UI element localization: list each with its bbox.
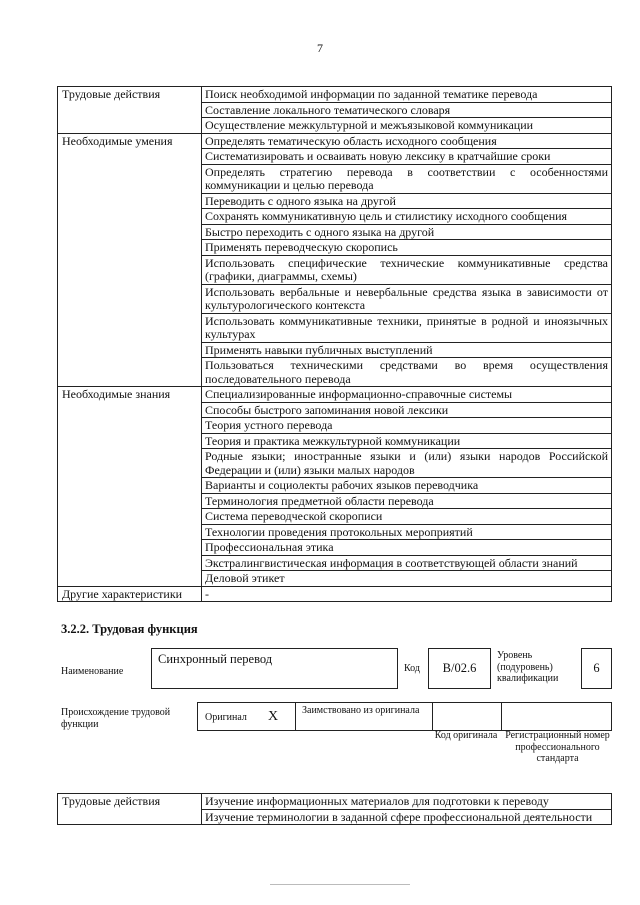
code-value: B/02.6: [442, 661, 477, 675]
table-cell: Переводить с одного языка на другой: [202, 193, 612, 209]
origin-row: [197, 702, 612, 731]
reg-number-label: Регистрационный номер профессионального стандарта: [505, 730, 610, 764]
level-field: [581, 648, 612, 689]
table-cell: Пользоваться техническими средствами во время осуществления последовательного перевода: [202, 358, 612, 387]
table-cell: Профессиональная этика: [202, 540, 612, 556]
origin-label: Происхождение трудовой функции: [61, 707, 171, 730]
original-label: Оригинал: [205, 712, 247, 723]
code-field: [428, 648, 491, 689]
group-label: Другие характеристики: [58, 586, 202, 602]
group-label: Трудовые действия: [58, 794, 202, 825]
table-cell: Экстралингвистическая информация в соответствующей области знаний: [202, 555, 612, 571]
requirements-table: [57, 86, 612, 602]
table-cell: Сохранять коммуникативную цель и стилистику исходного сообщения: [202, 209, 612, 225]
table-row: [58, 586, 612, 602]
borrowed-label: Заимствовано из оригинала: [302, 705, 420, 716]
table-cell: Применять переводческую скоропись: [202, 240, 612, 256]
name-field: [151, 648, 398, 689]
group-label: Трудовые действия: [58, 87, 202, 134]
table-cell: Систематизировать и осваивать новую лексику в кратчайшие сроки: [202, 149, 612, 165]
table-cell: Способы быстрого запоминания новой лексики: [202, 402, 612, 418]
table-cell: Терминология предметной области перевода: [202, 493, 612, 509]
table-cell: -: [202, 586, 612, 602]
original-mark: X: [268, 709, 279, 724]
level-label: Уровень (подуровень) квалификации: [497, 650, 559, 684]
work-actions-table: [57, 793, 612, 825]
table-cell: Составление локального тематического словаря: [202, 102, 612, 118]
table-cell: Технологии проведения протокольных мероприятий: [202, 524, 612, 540]
group-label: Необходимые умения: [58, 133, 202, 387]
table-cell: Изучение информационных материалов для подготовки к переводу: [202, 794, 612, 810]
name-label: Наименование: [61, 666, 124, 677]
table-row: [58, 794, 612, 810]
table-cell: Быстро переходить с одного языка на другой: [202, 224, 612, 240]
table-cell: Определять стратегию перевода в соответствии с особенностями коммуникации и целью перевода: [202, 164, 612, 193]
table-cell: Применять навыки публичных выступлений: [202, 342, 612, 358]
table-cell: Специализированные информационно-справочные системы: [202, 387, 612, 403]
table-cell: Использовать вербальные и невербальные средства языка в зависимости от культурологического контекста: [202, 284, 612, 313]
section-heading: 3.2.2. Трудовая функция: [61, 622, 198, 636]
table-cell: Теория и практика межкультурной коммуникации: [202, 433, 612, 449]
table-cell: Деловой этикет: [202, 571, 612, 587]
table-cell: Система переводческой скорописи: [202, 509, 612, 525]
table-cell: Определять тематическую область исходного сообщения: [202, 133, 612, 149]
table-cell: Использовать коммуникативные техники, принятые в родной и иноязычных культурах: [202, 313, 612, 342]
code-original-label: Код оригинала: [434, 730, 498, 741]
table-row: [58, 87, 612, 103]
level-value: 6: [593, 661, 600, 675]
footer-line: [270, 884, 410, 885]
table-row: [58, 133, 612, 149]
table-cell: Осуществление межкультурной и межъязыковой коммуникации: [202, 118, 612, 134]
group-label: Необходимые знания: [58, 387, 202, 587]
code-label: Код: [404, 663, 420, 674]
table-cell: Варианты и социолекты рабочих языков переводчика: [202, 478, 612, 494]
table-cell: Родные языки; иностранные языки и (или) языки народов Российской Федерации и (или) языки малых народов: [202, 449, 612, 478]
name-value: Синхронный перевод: [158, 652, 273, 666]
table-row: [58, 387, 612, 403]
table-cell: Изучение терминологии в заданной сфере профессиональной деятельности: [202, 809, 612, 825]
table-cell: Поиск необходимой информации по заданной тематике перевода: [202, 87, 612, 103]
table-cell: Теория устного перевода: [202, 418, 612, 434]
table-cell: Использовать специфические технические коммуникативные средства (графики, диаграммы, схемы): [202, 255, 612, 284]
page-number: 7: [317, 41, 323, 55]
